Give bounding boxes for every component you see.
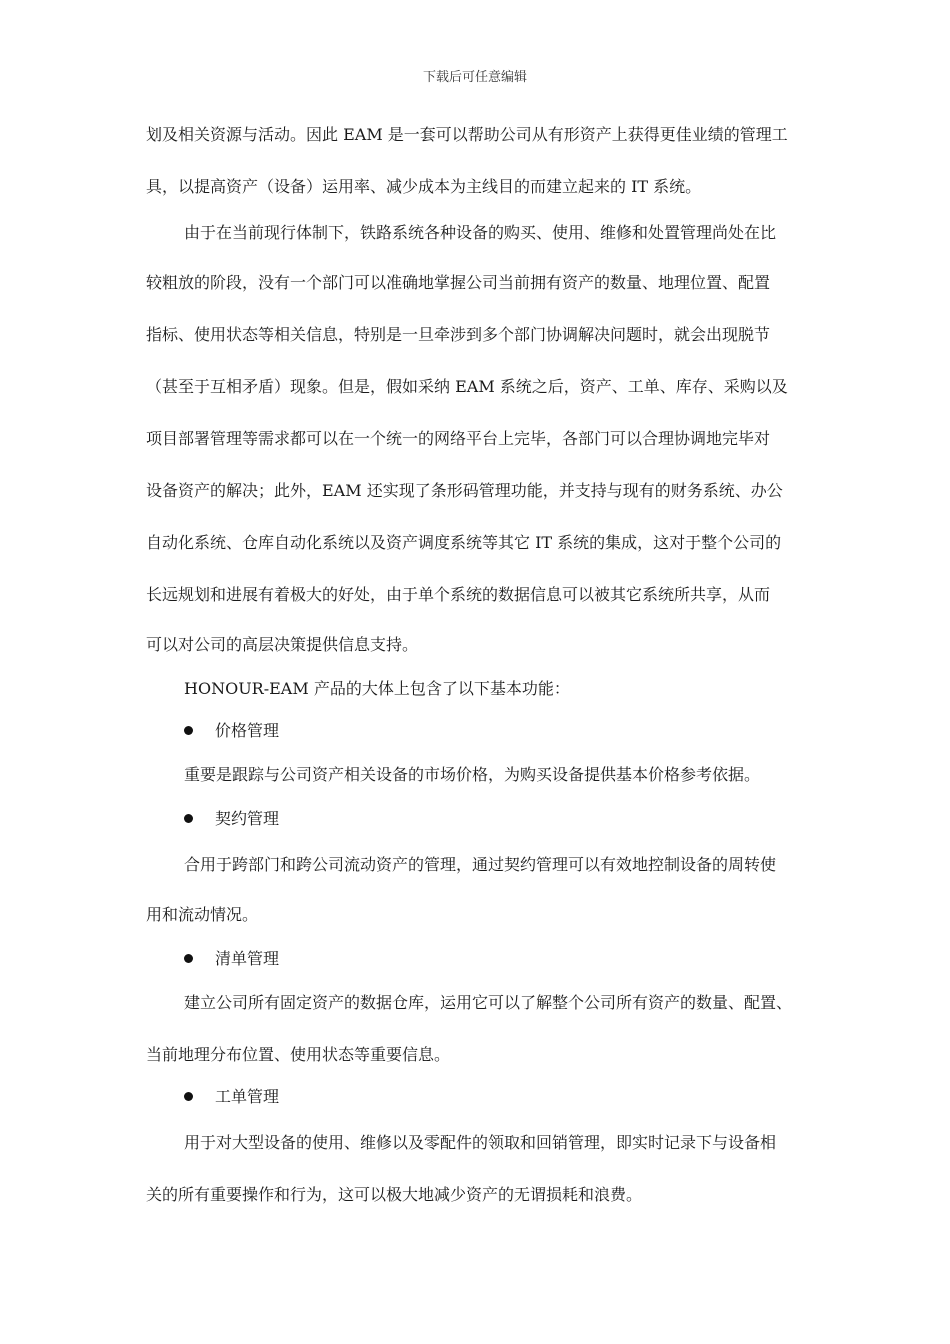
feature-desc-line: 关的所有重要操作和行为，这可以极大地减少资产的无谓损耗和浪费。 <box>146 1185 643 1204</box>
paragraph-2-line: 长远规划和进展有着极大的好处，由于单个系统的数据信息可以被其它系统所共享，从而 <box>146 585 771 604</box>
feature-desc-line: 当前地理分布位置、使用状态等重要信息。 <box>146 1045 451 1064</box>
paragraph-1-line: 划及相关资源与活动。因此 EAM 是一套可以帮助公司从有形资产上获得更佳业绩的管理工 <box>146 125 788 144</box>
feature-title: 工单管理 <box>215 1087 280 1106</box>
bullet-icon <box>184 1092 193 1101</box>
feature-desc-line: 用和流动情况。 <box>146 905 259 924</box>
paragraph-2-line: 可以对公司的高层决策提供信息支持。 <box>146 635 419 654</box>
paragraph-2-line: 自动化系统、仓库自动化系统以及资产调度系统等其它 IT 系统的集成，这对于整个公司的 <box>146 533 782 552</box>
bullet-icon <box>184 814 193 823</box>
page-header: 下载后可任意编辑 <box>422 70 527 85</box>
features-intro: HONOUR-EAM 产品的大体上包含了以下基本功能： <box>184 679 570 698</box>
feature-desc-line: 用于对大型设备的使用、维修以及零配件的领取和回销管理，即实时记录下与设备相 <box>184 1133 777 1152</box>
feature-title: 价格管理 <box>215 721 280 740</box>
feature-item <box>184 948 279 970</box>
paragraph-2-line: 项目部署管理等需求都可以在一个统一的网络平台上完毕，各部门可以合理协调地完毕对 <box>146 429 771 448</box>
feature-title: 契约管理 <box>215 809 280 828</box>
paragraph-2-line: 由于在当前现行体制下，铁路系统各种设备的购买、使用、维修和处置管理尚处在比 <box>184 223 777 242</box>
paragraph-1-line: 具，以提高资产（设备）运用率、减少成本为主线目的而建立起来的 IT 系统。 <box>146 177 702 196</box>
feature-desc-line: 建立公司所有固定资产的数据仓库，运用它可以了解整个公司所有资产的数量、配置、 <box>184 993 793 1012</box>
paragraph-2-line: 设备资产的解决；此外，EAM 还实现了条形码管理功能，并支持与现有的财务系统、办公 <box>146 481 783 500</box>
bullet-icon <box>184 726 193 735</box>
feature-item <box>184 720 279 742</box>
feature-title: 清单管理 <box>215 949 280 968</box>
feature-desc-line: 合用于跨部门和跨公司流动资产的管理，通过契约管理可以有效地控制设备的周转使 <box>184 855 777 874</box>
feature-desc-line: 重要是跟踪与公司资产相关设备的市场价格，为购买设备提供基本价格参考依据。 <box>184 765 761 784</box>
feature-item <box>184 808 279 830</box>
bullet-icon <box>184 954 193 963</box>
paragraph-2-line: 较粗放的阶段，没有一个部门可以准确地掌握公司当前拥有资产的数量、地理位置、配置 <box>146 273 771 292</box>
paragraph-2-line: （甚至于互相矛盾）现象。但是，假如采纳 EAM 系统之后，资产、工单、库存、采购以及 <box>146 377 788 396</box>
feature-item <box>184 1086 279 1108</box>
paragraph-2-line: 指标、使用状态等相关信息，特别是一旦牵涉到多个部门协调解决问题时，就会出现脱节 <box>146 325 771 344</box>
